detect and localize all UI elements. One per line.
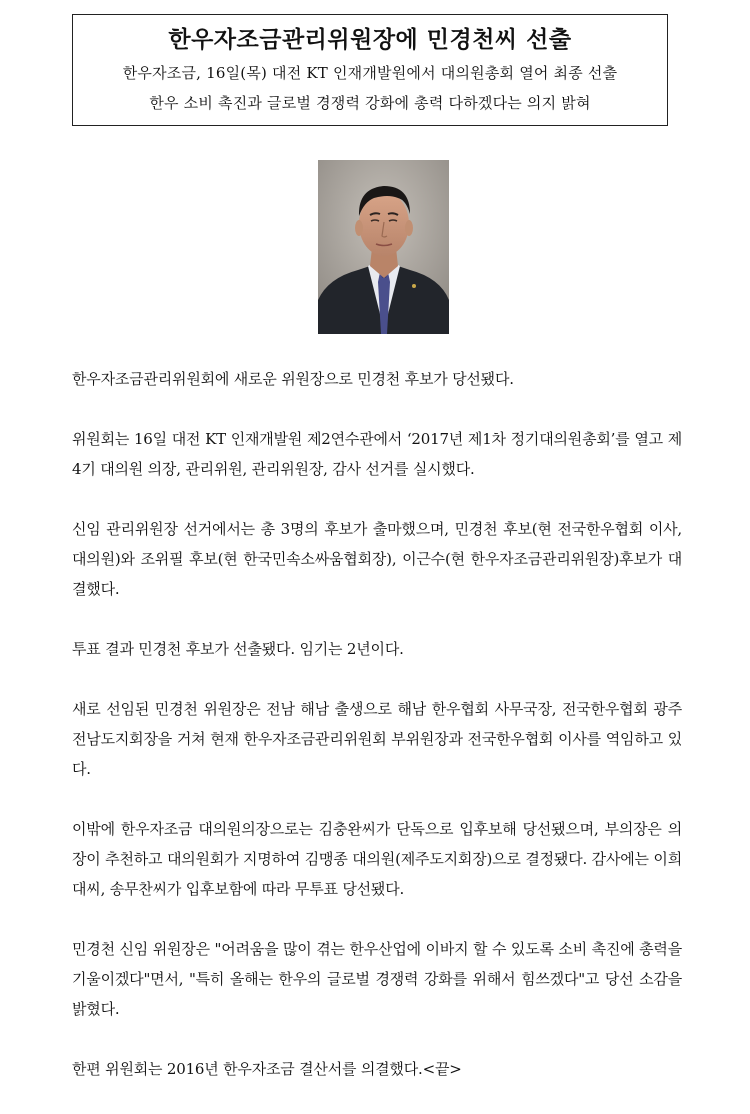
article-paragraph-5: 새로 선임된 민경천 위원장은 전남 해남 출생으로 해남 한우협회 사무국장, 전국한우협회 광주 전남도지회장을 거쳐 현재 한우자조금관리위원회 부위원장과 전국한우협회 이사를 역임하고 있다. — [72, 700, 682, 778]
article-paragraph-6: 이밖에 한우자조금 대의원의장으로는 김충완씨가 단독으로 입후보해 당선됐으며, 부의장은 의장이 추천하고 대의원회가 지명하여 김맹종 대의원(제주도지회장)으로 결정됐다. 감사에는 이희대씨, 송무찬씨가 입후보함에 따라 무투표 당선됐다. — [72, 820, 682, 898]
headline-title: 한우자조금관리위원장에 민경천씨 선출 — [168, 27, 572, 53]
article-paragraph-7: 민경천 신임 위원장은 "어려움을 많이 겪는 한우산업에 이바지 할 수 있도록 소비 촉진에 총력을 기울이겠다"면서, "특히 올해는 한우의 글로벌 경쟁력 강화를 위해서 힘쓰겠다"고 당선 소감을 밝혔다. — [72, 940, 682, 1018]
article-paragraph-1: 한우자조금관리위원회에 새로운 위원장으로 민경천 후보가 당선됐다. — [72, 370, 514, 388]
headline-subtitle-2: 한우 소비 촉진과 글로벌 경쟁력 강화에 총력 다하겠다는 의지 밝혀 — [149, 94, 591, 112]
article-paragraph-3: 신임 관리위원장 선거에서는 총 3명의 후보가 출마했으며, 민경천 후보(현 전국한우협회 이사, 대의원)와 조위필 후보(현 한국민속소싸움협회장), 이근수(현 한우자조금관리위원장)후보가 대결했다. — [72, 520, 682, 598]
headline-subtitle-1: 한우자조금, 16일(목) 대전 KT 인재개발원에서 대의원총회 열어 최종 선출 — [122, 64, 618, 82]
article-body — [72, 364, 682, 1114]
article-paragraph-2: 위원회는 16일 대전 KT 인재개발원 제2연수관에서 ‘2017년 제1차 정기대의원총회’를 열고 제4기 대의원 의장, 관리위원, 관리위원장, 감사 선거를 실시했다. — [72, 430, 682, 478]
article-paragraph-8: 한편 위원회는 2016년 한우자조금 결산서를 의결했다.<끝> — [72, 1060, 462, 1078]
headline-box — [72, 14, 668, 126]
article-paragraph-4: 투표 결과 민경천 후보가 선출됐다. 임기는 2년이다. — [72, 640, 404, 658]
portrait-photo — [318, 160, 449, 334]
portrait-illustration — [318, 160, 449, 334]
